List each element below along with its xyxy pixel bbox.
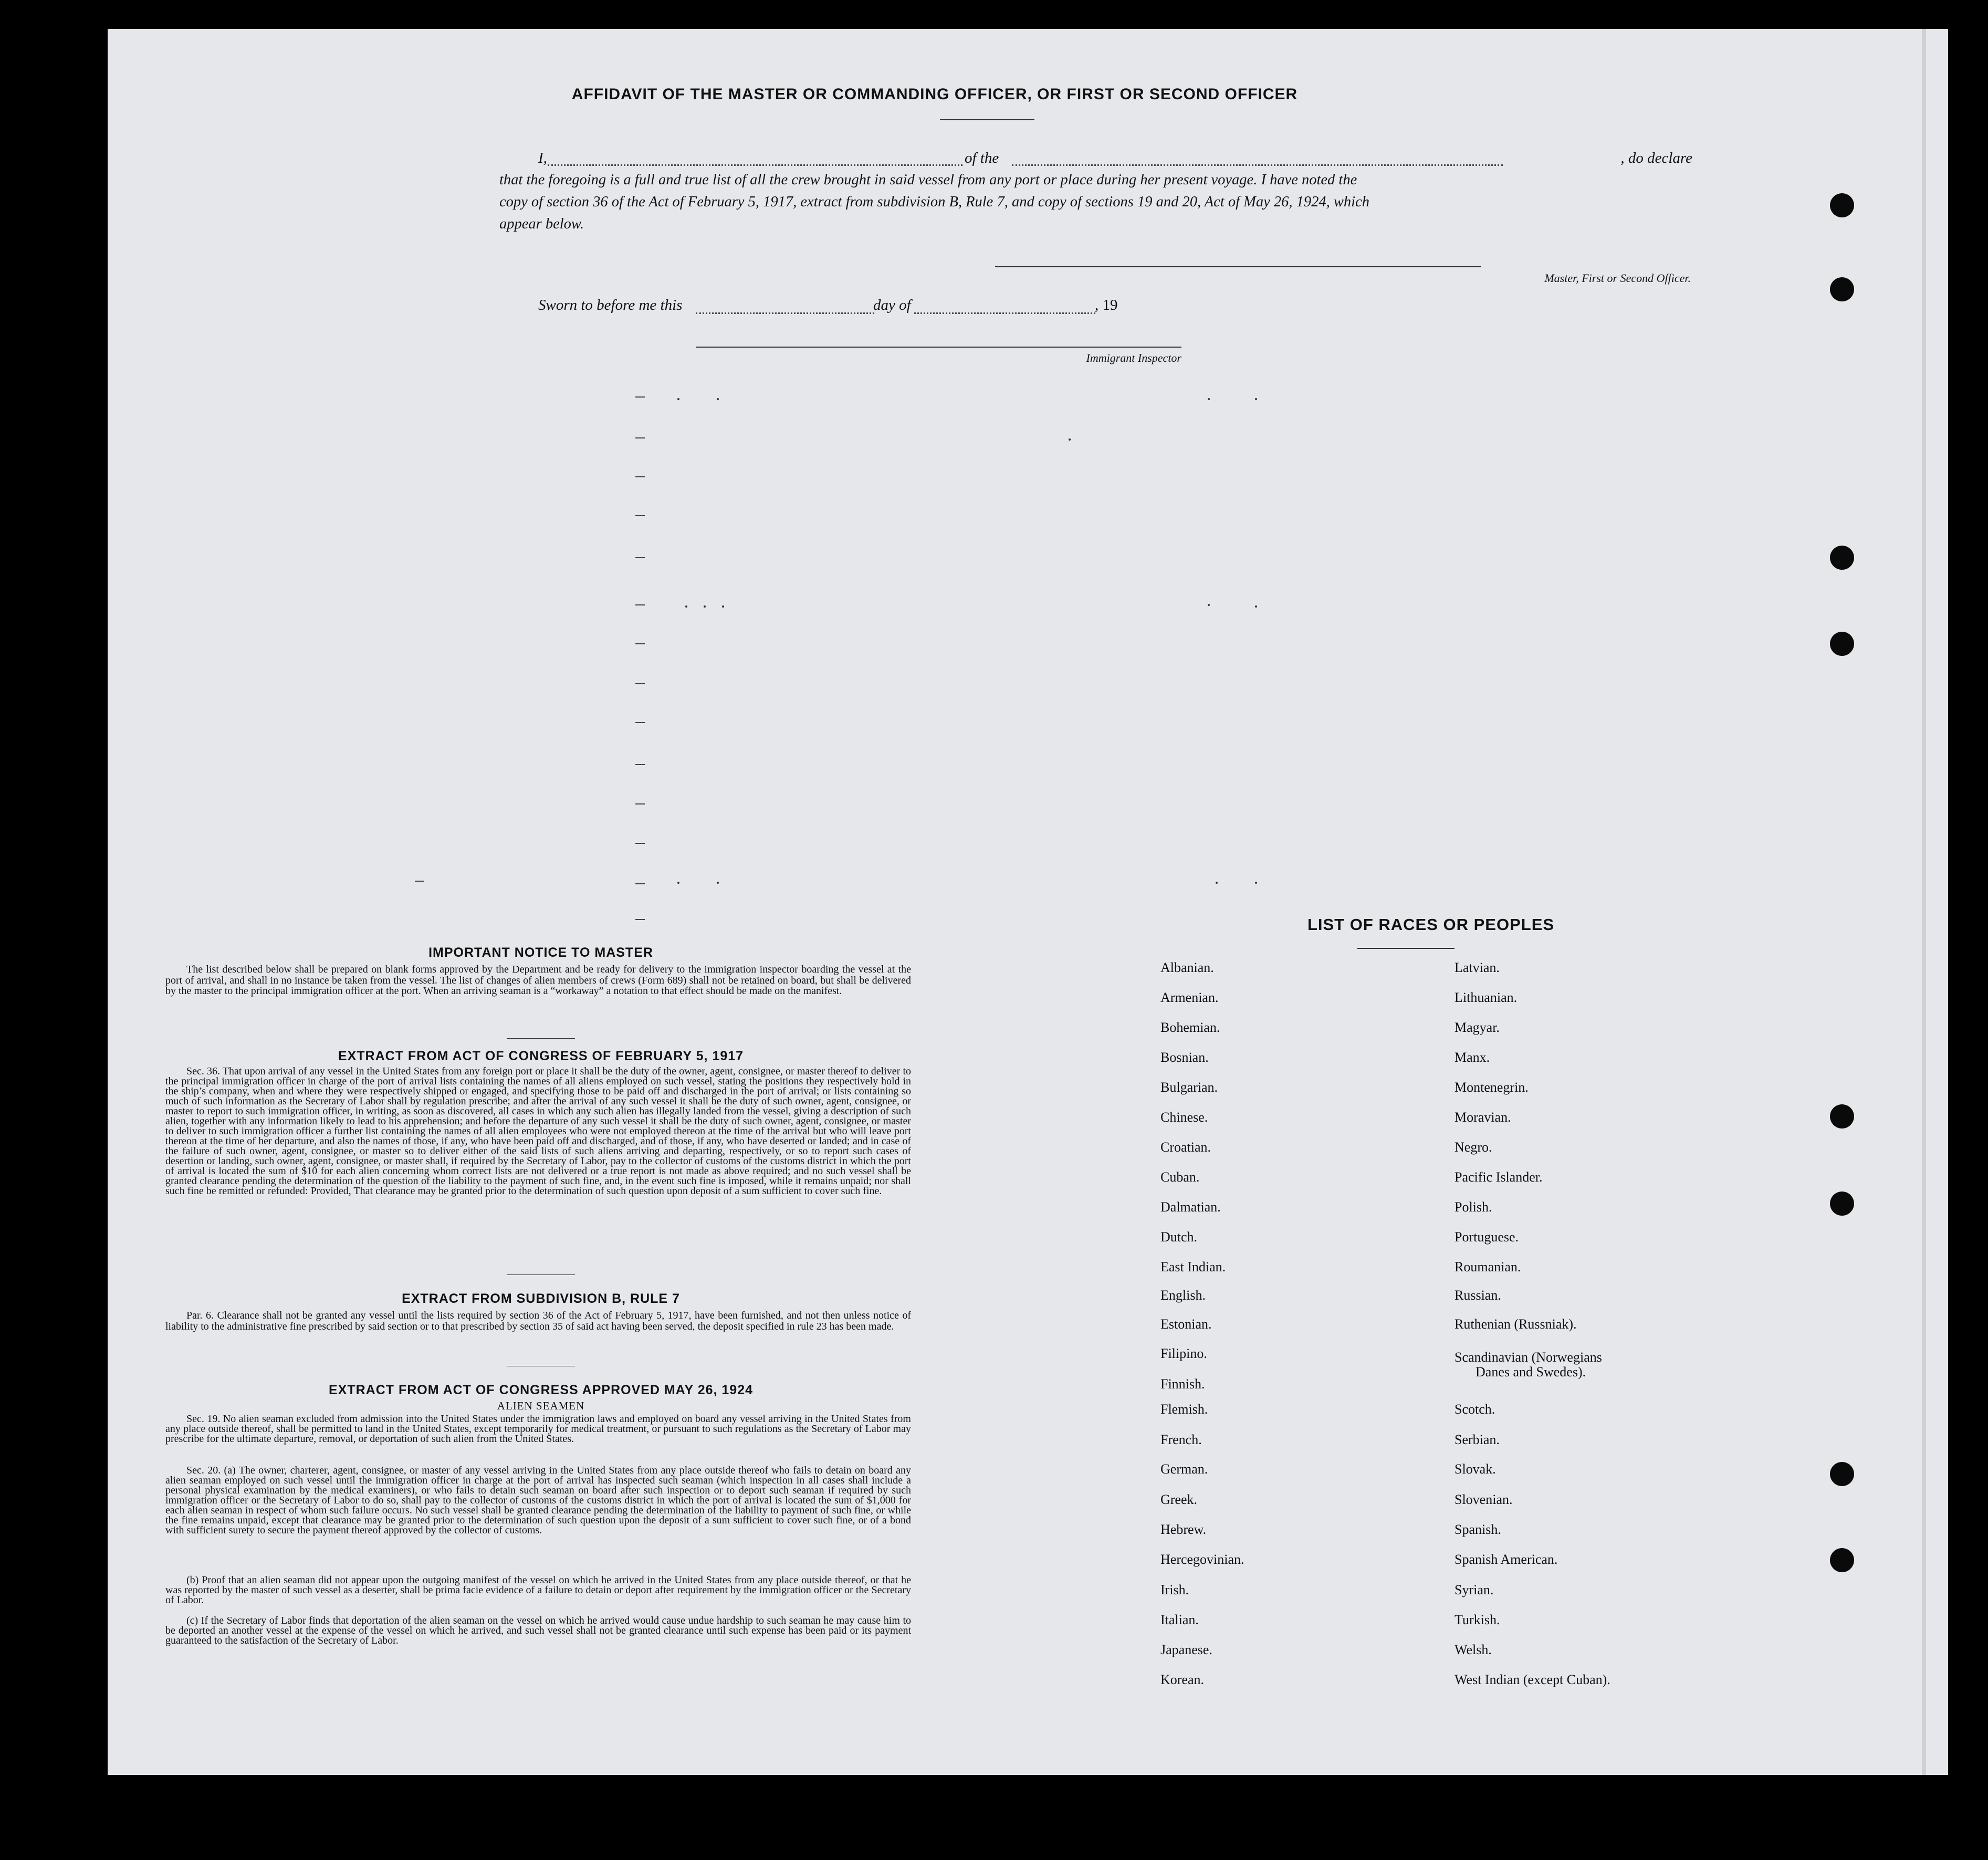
speck — [1255, 398, 1257, 400]
master-caption: Master, First or Second Officer. — [1544, 271, 1691, 285]
speck — [685, 605, 687, 608]
race-right-polish: Polish. — [1455, 1199, 1492, 1215]
race-right-spanish: Spanish. — [1455, 1522, 1501, 1537]
day-blank[interactable] — [696, 312, 874, 314]
race-left-greek: Greek. — [1160, 1492, 1198, 1507]
tick-mark — [635, 396, 645, 398]
year-label: , 19 — [1095, 297, 1118, 314]
punch-hole — [1830, 632, 1854, 656]
speck — [1208, 604, 1210, 606]
speck — [717, 882, 719, 884]
race-right-welsh: Welsh. — [1455, 1642, 1492, 1657]
punch-hole — [1830, 1462, 1854, 1486]
name-blank[interactable] — [548, 164, 962, 166]
race-left-irish: Irish. — [1160, 1582, 1189, 1597]
tick-mark — [635, 722, 645, 723]
race-right-syrian: Syrian. — [1455, 1582, 1494, 1597]
rule7-title: EXTRACT FROM SUBDIVISION B, RULE 7 — [402, 1291, 680, 1306]
inspector-caption: Immigrant Inspector — [1086, 351, 1181, 364]
race-left-italian: Italian. — [1160, 1612, 1199, 1627]
month-blank[interactable] — [914, 312, 1095, 314]
extract-1924-title: EXTRACT FROM ACT OF CONGRESS APPROVED MAY 26, 1924 — [328, 1383, 754, 1397]
tick-mark — [635, 764, 645, 765]
race-right-ruthenian: Ruthenian (Russniak). — [1455, 1316, 1577, 1332]
race-right-portuguese: Portuguese. — [1455, 1229, 1519, 1245]
punch-hole — [1830, 546, 1854, 570]
punch-hole — [1830, 1104, 1854, 1128]
races-underline — [1357, 948, 1455, 949]
race-right-pacific-islander: Pacific Islander. — [1455, 1169, 1543, 1185]
race-left-finnish: Finnish. — [1160, 1376, 1205, 1392]
punch-hole — [1830, 1548, 1854, 1572]
race-right-montenegrin: Montenegrin. — [1455, 1080, 1529, 1095]
tick-mark — [635, 843, 645, 844]
separator — [507, 1038, 575, 1039]
race-left-german: German. — [1160, 1461, 1208, 1477]
speck — [677, 398, 679, 400]
notice-title: IMPORTANT NOTICE TO MASTER — [428, 945, 653, 960]
race-right-scotch: Scotch. — [1455, 1402, 1495, 1417]
tick-mark — [415, 881, 424, 882]
race-right-russian: Russian. — [1455, 1288, 1501, 1303]
race-right-magyar: Magyar. — [1455, 1020, 1500, 1035]
page-edge — [1922, 29, 1926, 1775]
race-right-spanish-american: Spanish American. — [1455, 1552, 1558, 1567]
race-left-dutch: Dutch. — [1160, 1229, 1198, 1245]
race-right-scandinavian: Scandinavian (Norwegians — [1455, 1350, 1602, 1365]
races-title: LIST OF RACES OR PEOPLES — [1307, 915, 1555, 934]
inspector-signature-line[interactable] — [696, 347, 1181, 348]
affidavit-of-label: of the — [965, 150, 999, 166]
race-left-croatian: Croatian. — [1160, 1140, 1211, 1155]
tick-mark — [635, 515, 645, 516]
race-right-negro: Negro. — [1455, 1140, 1492, 1155]
sec20a-body: Sec. 20. (a) The owner, charterer, agent, consignee, or master of any vessel arriving in the United States from any place outside thereof who fails to detain on board any alien seaman employed on such vessel until the immigration officer in charge at the port of arrival has inspected such seaman (which inspection in all cases shall include a personal physical examination by the medical examiners), or who fails to detain such seaman on board after such inspection or to deport such seaman if required by such immigration officer or the Secretary of Labor to do so, shall pay to the collector of customs of the customs district in which the port of arrival is located the sum of $1,000 for each alien seaman in respect of whom such failure occurs. No such vessel shall be granted clearance pending the determination of the liability to payment of such fine, or while the fine remains unpaid, except that clearance may be granted prior to the determination of such question upon the deposit of a sum sufficient to cover such fine, or of a bond with sufficient surety to secure the payment thereof approved by the collector of customs. — [165, 1465, 911, 1536]
race-right-scandinavian-cont: Danes and Swedes). — [1476, 1364, 1586, 1380]
race-left-bosnian: Bosnian. — [1160, 1050, 1209, 1065]
speck — [1069, 438, 1071, 441]
speck — [1216, 882, 1218, 884]
affidavit-i-label: I, — [538, 150, 547, 166]
sec20b-body: (b) Proof that an alien seaman did not appear upon the outgoing manifest of the vessel on which he arrived in the United States from any place outside thereof, or that he was reported by the master of such vessel as a deserter, shall be prima facie evidence of a failure to detain or deport after requirement by the immigration officer or the Secretary of Labor. — [165, 1574, 911, 1606]
tick-mark — [635, 643, 645, 644]
affidavit-line-4: appear below. — [499, 216, 584, 232]
tick-mark — [635, 557, 645, 558]
race-left-bohemian: Bohemian. — [1160, 1020, 1220, 1035]
punch-hole — [1830, 1192, 1854, 1216]
race-right-turkish: Turkish. — [1455, 1612, 1500, 1627]
race-right-roumanian: Roumanian. — [1455, 1259, 1521, 1274]
tick-mark — [635, 919, 645, 920]
punch-hole — [1830, 193, 1854, 217]
speck — [1255, 882, 1257, 884]
race-left-albanian: Albanian. — [1160, 960, 1214, 975]
sworn-label: Sworn to before me this — [538, 297, 683, 314]
race-left-bulgarian: Bulgarian. — [1160, 1080, 1218, 1095]
affidavit-declare-label: , do declare — [1620, 150, 1692, 166]
race-left-armenian: Armenian. — [1160, 990, 1219, 1005]
race-left-english: English. — [1160, 1288, 1206, 1303]
speck — [677, 882, 679, 884]
speck — [704, 605, 706, 608]
race-right-latvian: Latvian. — [1455, 960, 1500, 975]
alien-seamen-subtitle: ALIEN SEAMEN — [497, 1399, 585, 1412]
notice-body: The list described below shall be prepared on blank forms approved by the Department and be ready for delivery to the immigration inspector boarding the vessel at the port of arrival, and shall in no instance be taken from the vessel. The list of changes of alien members of crews (Form 689) shall not be retained on board, but shall be delivered by the master to the principal immigration officer at the port. When an arriving seaman is a “workaway” a notation to that effect should be made on the manifest. — [165, 964, 911, 997]
race-left-french: French. — [1160, 1432, 1202, 1447]
race-left-korean: Korean. — [1160, 1672, 1205, 1687]
sec19-body: Sec. 19. No alien seaman excluded from admission into the United States under the immigration laws and employed on board any vessel arriving in the United States from any place outside thereof, shall be permitted to land in the United States, except temporarily for medical treatment, or pursuant to such regulations as the Secretary of Labor may prescribe for the ultimate departure, removal, or deportation of such alien from the United States. — [165, 1413, 911, 1445]
speck — [717, 398, 719, 400]
speck — [1208, 398, 1210, 400]
race-left-east-indian: East Indian. — [1160, 1259, 1226, 1274]
affidavit-line-3: copy of section 36 of the Act of February 5, 1917, extract from subdivision B, Rule 7, and copy of sections 19 and 20, Act of May 26, 1924, which — [499, 194, 1369, 210]
race-left-chinese: Chinese. — [1160, 1110, 1208, 1125]
tick-mark — [635, 803, 645, 804]
race-right-slovenian: Slovenian. — [1455, 1492, 1513, 1507]
race-left-cuban: Cuban. — [1160, 1169, 1200, 1185]
rule7-body: Par. 6. Clearance shall not be granted any vessel until the lists required by section 36 of the Act of February 5, 1917, have been furnished, and not then unless notice of liability to the administrative fine prescribed by said section or to that prescribed by section 35 of said act having been served, the deposit specified in rule 23 has been made. — [165, 1310, 911, 1332]
form-page — [108, 29, 1948, 1775]
speck — [722, 605, 724, 608]
race-left-japanese: Japanese. — [1160, 1642, 1212, 1657]
sec20c-body: (c) If the Secretary of Labor finds that deportation of the alien seaman on the vessel on which he arrived would cause undue hardship to such seaman he may cause him to be deported an another vessel at the expense of the vessel on which he arrived, and such vessel shall not be granted clearance until such expense has been paid or its payment guaranteed to the satisfaction of the Secretary of Labor. — [165, 1615, 911, 1646]
race-left-hercegovinian: Hercegovinian. — [1160, 1552, 1244, 1567]
speck — [1255, 605, 1257, 608]
affidavit-title: AFFIDAVIT OF THE MASTER OR COMMANDING OFFICER, OR FIRST OR SECOND OFFICER — [571, 86, 1298, 103]
punch-hole — [1830, 277, 1854, 301]
race-right-moravian: Moravian. — [1455, 1110, 1511, 1125]
race-left-flemish: Flemish. — [1160, 1402, 1208, 1417]
title-underline — [940, 119, 1034, 120]
extract-1917-body: Sec. 36. That upon arrival of any vessel in the United States from any foreign port or place it shall be the duty of the owner, agent, consignee, or master thereof to deliver to the principal immigration officer in charge of the port of arrival lists containing the names of all aliens employed on such vessel, stating the positions they respectively hold in the ship’s company, when and where they were respectively shipped or engaged, and specifying those to be paid off and discharged in the port of arrival; or lists containing so much of such information as the Secretary of Labor shall by regulation prescribe; and after the arrival of any such vessel it shall be the duty of such owner, agent, consignee, or master to report to such immigration officer, in writing, as soon as discovered, all cases in which any such alien has illegally landed from the vessel, giving a description of such alien, together with any information likely to lead to his apprehension; and before the departure of any such vessel it shall be the duty of such owner, agent, consignee, or master to deliver to such immigration officer a further list containing the names of all alien employees who were not employed thereon at the time of the arrival but who will leave port thereon at the time of her departure, and also the names of those, if any, who have been paid off and discharged, and of those, if any, who have deserted or landed; and in case of the failure of such owner, agent, consignee, or master so to deliver either of the said lists of such aliens arriving and departing, respectively, or so to report such cases of desertion or landing, such owner, agent, consignee, or master shall, if required by the Secretary of Labor, pay to the collector of customs of the customs district in which the port of arrival is located the sum of $10 for each alien concerning whom correct lists are not delivered or a true report is not made as above required; and no such vessel shall be granted clearance pending the determination of the question of the liability to the payment of such fine, and, in the event such fine is imposed, while it remains unpaid; nor shall such fine be remitted or refunded: Provided, That clearance may be granted prior to the determination of such question upon deposit of a sum sufficient to cover such fine. — [165, 1065, 911, 1197]
race-right-slovak: Slovak. — [1455, 1461, 1496, 1477]
race-right-serbian: Serbian. — [1455, 1432, 1500, 1447]
race-left-estonian: Estonian. — [1160, 1316, 1212, 1332]
separator — [507, 1274, 575, 1275]
race-right-lithuanian: Lithuanian. — [1455, 990, 1518, 1005]
extract-1917-title: EXTRACT FROM ACT OF CONGRESS OF FEBRUARY 5, 1917 — [338, 1049, 744, 1063]
master-signature-line[interactable] — [995, 266, 1481, 267]
race-right-manx: Manx. — [1455, 1050, 1490, 1065]
tick-mark — [635, 476, 645, 477]
race-left-hebrew: Hebrew. — [1160, 1522, 1207, 1537]
tick-mark — [635, 437, 645, 438]
affidavit-line-2: that the foregoing is a full and true list of all the crew brought in said vessel from any port or place during her present voyage. I have noted the — [499, 172, 1357, 188]
day-of-label: day of — [873, 297, 911, 314]
tick-mark — [635, 883, 645, 884]
race-right-west-indian: West Indian (except Cuban). — [1455, 1672, 1610, 1687]
race-left-filipino: Filipino. — [1160, 1346, 1207, 1361]
tick-mark — [635, 604, 645, 605]
tick-mark — [635, 683, 645, 684]
race-left-dalmatian: Dalmatian. — [1160, 1199, 1221, 1215]
